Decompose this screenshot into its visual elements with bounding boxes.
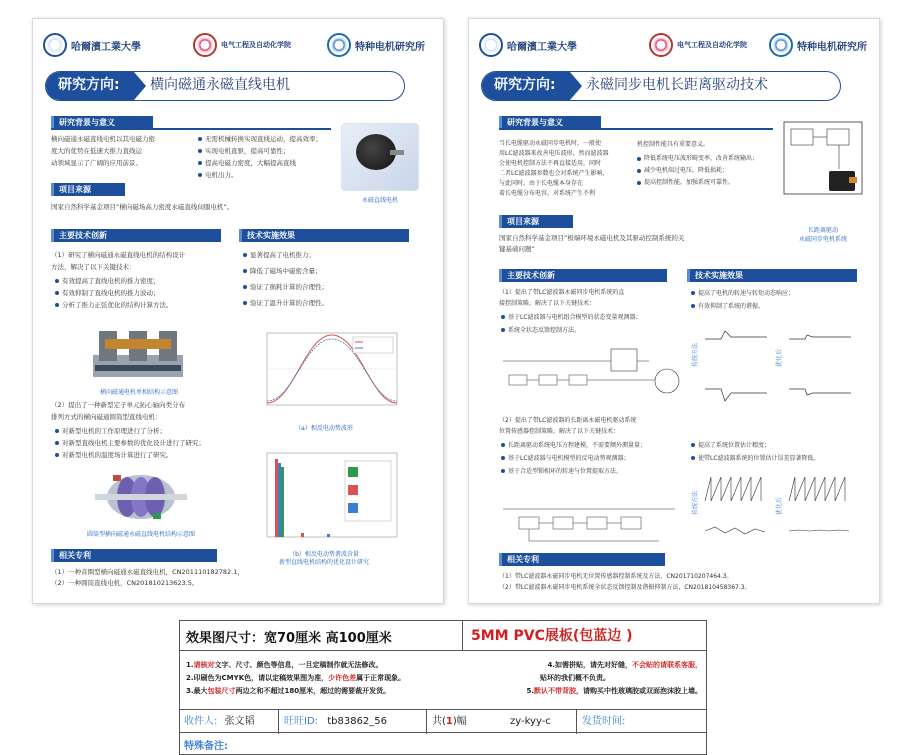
effect-bullets: 显著提高了电机推力； 降低了磁场中磁密含量； 验证了损耗计算的合理性； 验证了温升计算的合理性。	[243, 249, 328, 309]
sensorless-circuit-diagram	[499, 495, 689, 551]
count-field: 共(1)幅	[432, 716, 467, 727]
svg-text:优化后: 优化后	[776, 496, 783, 515]
tubular-motor-figure	[93, 465, 189, 527]
section-funding: 项目来源	[51, 183, 125, 196]
funding-text: 国家自然科学基金项目“横向磁场高力密度永磁直线伺服电机”。	[51, 203, 234, 211]
diagram-caption-sub: 永磁同步电机系统	[798, 236, 847, 243]
section-background: 研究背景与意义	[499, 116, 601, 129]
svg-text:传统方法: 传统方法	[692, 490, 699, 515]
product-code: zy-kyy-c	[510, 716, 551, 727]
background-text: 横向磁通永磁直线电机以其电磁力密 度大的优势在低速大推力直线运 动领域显示了广阔的应用前景。	[51, 135, 155, 167]
poster-header	[469, 19, 879, 73]
wangwang-field: 旺旺ID: tb83862_56	[284, 716, 388, 727]
tech2-bullets: 长距离驱动系统电压方程建模，不需要额外测量量； 基于LC滤波器与电机模型的反电动势观测器； 基于合适型锁相环的转速与位置提取方法。	[501, 439, 646, 478]
patent-list: （1）带LC滤波器永磁同步电机无位置传感器控制系统及方法，CN201710207464.3。 （2）带LC滤波器永磁同步电机系统全状态反馈控制及谐振抑制方法，CN201810458367.3。	[499, 573, 751, 591]
background-text-right: 机控制性能具有重要意义。	[637, 141, 710, 148]
poster-header	[33, 19, 443, 73]
print-size: 效果图尺寸：宽70厘米 高100厘米	[186, 631, 392, 646]
institute-logo: 特种电机研究所	[769, 33, 867, 57]
section-divider	[51, 128, 331, 130]
section-background: 研究背景与意义	[51, 116, 153, 129]
section-effect: 技术实施效果	[687, 269, 857, 282]
chart2-caption-sub: 新型直线电机结构的优化设计研究	[278, 559, 369, 566]
background-text: 当长电缆驱动永磁同步电机时，一般使 用LC滤波器来改善电压波形，然而滤波器 会使电机控制方法不再直接适用，同时 二者LC滤波器参数也会对系统产生影响， 与此同时，由于长电缆本身存在 着长电缆分布电容，对系统产生不利	[499, 140, 609, 197]
section-divider	[499, 128, 773, 130]
patent-list: （1）一种音圈型横向磁通永磁直线电机，CN201110182782.1， （2）一种圆筒直线电机，CN201810213623.5。	[51, 568, 244, 587]
print-material: 5MM PVC展板(包蓝边 )	[462, 621, 708, 651]
funding-text: 国家自然科学基金项目“极端环境永磁电机及其驱动控制系统的关 键基础问题”	[499, 234, 685, 253]
section-patent: 相关专利	[499, 553, 665, 566]
note-row: 3.最大包装尺寸两边之和不超过180厘米，超过的需要裁开发货。 5.默认不带背胶，请购买中性玻璃胶或双面泡沫胶上墙。	[186, 687, 702, 695]
fig1-caption: 横向磁通电机单相结构示意图	[99, 389, 178, 396]
tech1-text: （1）提出了带LC滤波器永磁同步电机系统的直 接控制策略，解决了以下关键技术：	[499, 289, 625, 307]
order-notes	[186, 659, 702, 698]
school-logo: 电气工程及自动化学院	[649, 33, 747, 57]
research-title-bar	[45, 71, 405, 101]
single-phase-structure-figure	[91, 325, 187, 383]
section-tech: 主要技术创新	[51, 229, 221, 242]
diagram-caption: 长距离驱动	[807, 227, 838, 234]
motor-caption: 永磁直线电机	[361, 197, 398, 204]
note-row: 1.请核对文字、尺寸、颜色等信息，一旦定稿制作就无法修改。 4.如需拼贴，请先对好缝，不会贴的请联系客服，	[186, 661, 702, 669]
note-row: 2.印刷色为CMYK色，请以定稿效果图为准，少许色差属于正常现象。 贴坏的我们概不负责。	[186, 674, 610, 682]
school-seal-icon	[649, 33, 673, 57]
section-patent: 相关专利	[51, 549, 217, 562]
poster-left	[32, 18, 444, 604]
title-tab: 研究方向:	[482, 72, 570, 100]
poster-right	[468, 18, 880, 604]
background-bullets: 无需机械转换实现直线运动，提高效率； 实现电机直驱，提高可靠性； 提高电磁力密度，大幅提高直线 电机出力。	[198, 133, 322, 181]
school-seal-icon	[193, 33, 217, 57]
system-diagram	[783, 121, 863, 219]
motor-photo	[341, 123, 419, 191]
institute-logo: 特种电机研究所	[327, 33, 425, 57]
section-tech: 主要技术创新	[499, 269, 667, 282]
tech2-text: （2）提出了一种新型定子单元拓心轴向类分布 排列方式的横向磁通圆筒型直线电机：	[51, 401, 186, 421]
special-notes-label: 特殊备注:	[184, 741, 228, 752]
section-funding: 项目来源	[499, 215, 573, 228]
institute-seal-icon	[769, 33, 793, 57]
effect1-bullets: 提高了电机的转速与转矩动态响应； 有效抑制了系统的谐振。	[691, 287, 794, 313]
back-emf-chart	[245, 329, 405, 421]
chart1-caption: （a）相反电动势波形	[295, 425, 353, 432]
spec-header-row	[180, 621, 706, 651]
order-spec-table	[179, 620, 707, 755]
university-logo: 哈爾濱工業大學	[479, 33, 577, 57]
university-seal-icon	[43, 33, 67, 57]
fig2-caption: 圆筒型横向磁通永磁直线电机结构示意图	[86, 531, 195, 538]
svg-text:优化后: 优化后	[776, 348, 783, 367]
title-tab: 研究方向:	[46, 72, 134, 100]
school-logo: 电气工程及自动化学院	[193, 33, 291, 57]
harmonic-bar-chart	[245, 449, 405, 547]
background-bullets: 降低系统电压波形畸变率，改善系统输出； 减少电机端过电压，降低损耗； 提高控制性能，加强系统可靠性。	[637, 153, 758, 189]
research-title-bar	[481, 71, 841, 101]
tech1-bullets: 基于LC滤波器与电机组合模型的状态变量观测器； 系统全状态反馈控制方法。	[501, 311, 642, 337]
tech2-bullets: 对新型电机的工作原理进行了分析； 对新型直线电机主要参数的优化设计进行了研究； 对新型电机的温度场计算进行了研究。	[55, 425, 205, 461]
ship-date-field: 发货时间:	[582, 716, 626, 727]
tech2-text: （2）提出了带LC滤波器的长距离永磁电机驱动系统 位置传感器控制策略，解决了以下关键技术：	[499, 417, 637, 435]
chart2-caption: （b）相反电动势谐波含量	[289, 551, 359, 558]
university-logo: 哈爾濱工業大學	[43, 33, 141, 57]
order-info-row	[180, 709, 706, 733]
control-circuit-diagram	[499, 341, 689, 401]
research-title: 永磁同步电机长距离驱动技术	[586, 77, 768, 93]
recipient-field: 收件人: 张文韬	[184, 716, 255, 727]
tech1-text: （1）研究了横向磁通永磁直线电机的结构设计 方法，解决了以下关键技术：	[51, 251, 186, 271]
effect2-bullets: 提高了系统位置估计精度； 使带LC滤波器系统的位置估计误差显著降低。	[691, 439, 820, 465]
response-comparison-charts	[691, 319, 861, 427]
section-effect: 技术实施效果	[239, 229, 409, 242]
research-title: 横向磁通永磁直线电机	[150, 77, 290, 93]
position-error-charts	[691, 471, 861, 551]
institute-seal-icon	[327, 33, 351, 57]
university-seal-icon	[479, 33, 503, 57]
tech1-bullets: 有效提高了直线电机的推力密度； 有效抑制了直线电机的推力波动； 分析了推力正弦优化的结构计算方法。	[55, 275, 173, 311]
svg-text:传统方法: 传统方法	[692, 342, 699, 367]
